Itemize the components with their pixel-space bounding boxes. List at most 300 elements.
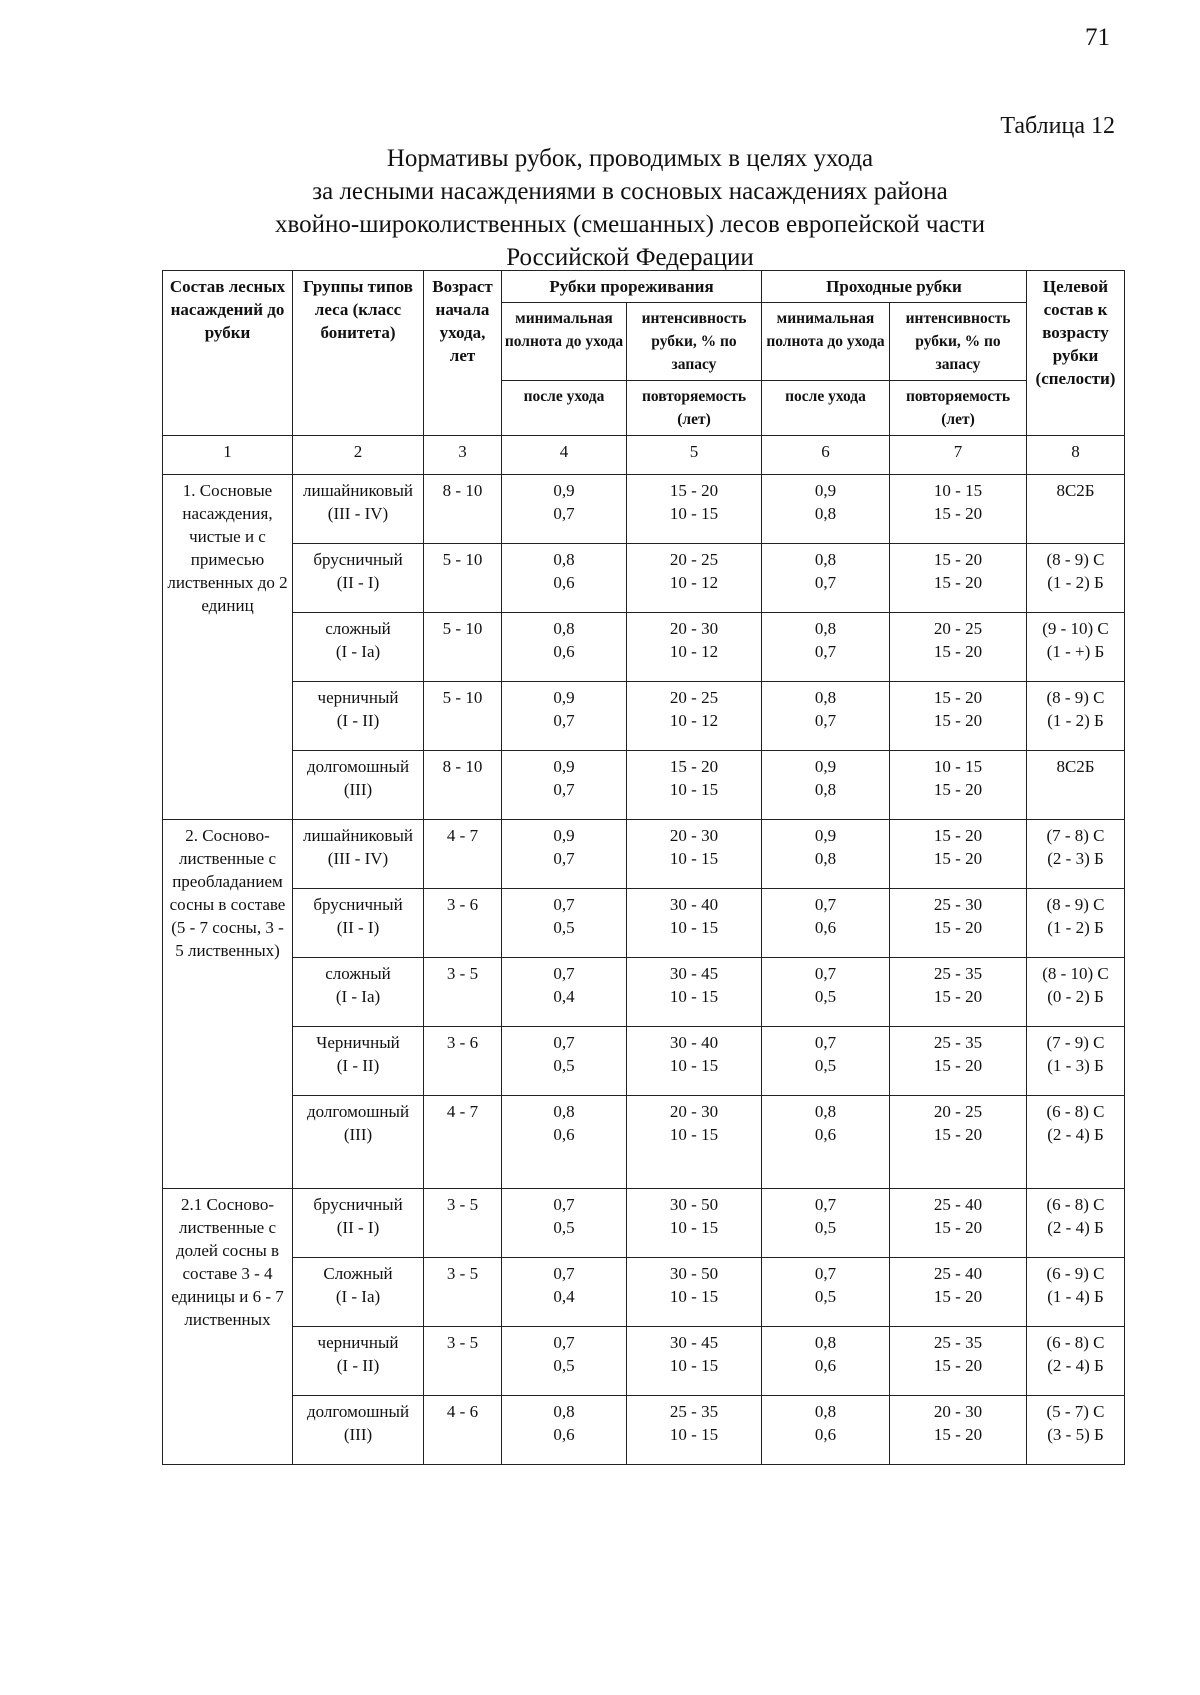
c6-cell [762,1096,890,1189]
cell-value: 10 - 15 [669,1425,719,1444]
c7-cell [890,1258,1027,1327]
forest-type-cell [293,682,424,751]
table-row [163,1027,1125,1096]
age-cell: 3 - 6 [424,889,502,958]
cell-value: 0,5 [553,1056,575,1075]
norms-table [162,270,1125,1465]
column-number: 2 [293,436,424,475]
cell-value: (8 - 9) С [1046,688,1105,707]
table-row [163,820,1125,889]
c4-cell [502,1396,627,1465]
c7-cell [890,1189,1027,1258]
cell-value: 10 - 15 [933,757,983,776]
table-body [163,436,1125,1465]
cell-value: (1 - +) Б [1046,642,1105,661]
c8-cell [1027,544,1125,613]
c5-cell [627,958,762,1027]
table-row [163,1327,1125,1396]
cell-value: лишайниковый [303,826,413,845]
cell-value: (8 - 9) С [1046,895,1105,914]
header-passage: Проходные рубки [762,271,1027,303]
cell-value: 0,7 [814,1264,837,1283]
forest-type-cell [293,1027,424,1096]
cell-value: брусничный [313,550,403,569]
cell-value: (III) [343,1125,373,1144]
table-row [163,613,1125,682]
cell-value: черничный [317,1333,399,1352]
c4-cell [502,1189,627,1258]
cell-value: 25 - 40 [933,1195,983,1214]
cell-value: 15 - 20 [669,481,719,500]
cell-value: 0,6 [814,1356,837,1375]
c8-cell [1027,889,1125,958]
c8-cell [1027,820,1125,889]
cell-value: 10 - 12 [669,642,719,661]
title-line: Российской Федерации [506,244,754,271]
c8-cell [1027,1327,1125,1396]
cell-value: (I - Ia) [335,642,381,661]
table-row [163,1258,1125,1327]
cell-value: (8 - 9) С [1046,550,1105,569]
age-cell: 3 - 6 [424,1027,502,1096]
cell-value: Сложный [323,1264,393,1283]
cell-value: (6 - 8) С [1046,1195,1105,1214]
cell-value: 0,8 [814,619,837,638]
cell-value: (III - IV) [327,849,389,868]
cell-value: 15 - 20 [933,849,983,868]
table-row [163,1396,1125,1465]
c5-cell [627,1396,762,1465]
c4-cell [502,1327,627,1396]
header-repeat: повторяемость (лет) [627,381,762,436]
forest-type-cell [293,475,424,544]
c5-cell [627,682,762,751]
cell-value: 0,9 [814,481,837,500]
c7-cell [890,958,1027,1027]
c8-cell [1027,751,1125,820]
header-after-care: после ухода [762,381,890,436]
cell-value: 10 - 15 [669,1056,719,1075]
c4-cell [502,475,627,544]
title-line: за лесными насаждениями в сосновых насаждениях района [312,178,948,205]
table-row [163,475,1125,544]
cell-value: 8С2Б [1056,481,1095,500]
cell-value: 30 - 45 [669,1333,719,1352]
cell-value: 10 - 12 [669,711,719,730]
cell-value: 15 - 20 [933,987,983,1006]
table-row [163,751,1125,820]
c7-cell [890,751,1027,820]
c7-cell [890,682,1027,751]
cell-value: 20 - 25 [669,688,719,707]
cell-value: брусничный [313,895,403,914]
group-composition: 2.1 Сосново-лиственные с долей сосны в составе 3 - 4 единицы и 6 - 7 лиственных [163,1189,293,1465]
c5-cell [627,820,762,889]
cell-value: 0,7 [814,1195,837,1214]
c6-cell [762,475,890,544]
c7-cell [890,820,1027,889]
cell-value: (0 - 2) Б [1047,987,1104,1006]
c6-cell [762,751,890,820]
cell-value: 20 - 25 [933,1102,983,1121]
c7-cell [890,1327,1027,1396]
cell-value: 0,7 [553,1333,575,1352]
cell-value: 0,7 [814,711,837,730]
c8-cell [1027,1189,1125,1258]
cell-value: 0,7 [553,1195,575,1214]
c7-cell [890,475,1027,544]
c6-cell [762,820,890,889]
cell-value: 0,5 [814,1287,837,1306]
cell-value: (1 - 4) Б [1047,1287,1104,1306]
cell-value: 25 - 30 [933,895,983,914]
cell-value: 10 - 15 [669,1218,719,1237]
cell-value: 0,5 [553,1356,575,1375]
cell-value: 10 - 15 [669,1125,719,1144]
cell-value: 25 - 35 [933,1333,983,1352]
c8-cell [1027,1396,1125,1465]
c4-cell [502,613,627,682]
cell-value: 0,9 [814,757,837,776]
cell-value: 25 - 35 [669,1402,719,1421]
cell-value: 0,8 [553,619,575,638]
cell-value: 0,5 [553,1218,575,1237]
cell-value: 20 - 25 [933,619,983,638]
column-number: 3 [424,436,502,475]
c8-cell [1027,1027,1125,1096]
cell-value: 0,9 [553,481,575,500]
c8-cell [1027,613,1125,682]
header-min-density: минимальная полнота до ухода [762,303,890,381]
cell-value: 15 - 20 [933,1425,983,1444]
cell-value: 15 - 20 [933,1356,983,1375]
cell-value: 15 - 20 [933,550,983,569]
c6-cell [762,1189,890,1258]
cell-value: 15 - 20 [933,504,983,523]
forest-type-cell [293,751,424,820]
c6-cell [762,682,890,751]
cell-value: 0,5 [553,918,575,937]
column-number: 7 [890,436,1027,475]
cell-value: (5 - 7) С [1046,1402,1105,1421]
cell-value: 0,8 [814,504,837,523]
cell-value: 10 - 15 [669,1287,719,1306]
cell-value: 0,6 [553,1425,575,1444]
c8-cell [1027,682,1125,751]
page-number: 71 [1085,24,1110,51]
cell-value: (2 - 3) Б [1047,849,1104,868]
c6-cell [762,1327,890,1396]
c5-cell [627,1327,762,1396]
c7-cell [890,1396,1027,1465]
table-row [163,1189,1125,1258]
cell-value: (I - II) [336,1056,380,1075]
cell-value: (2 - 4) Б [1047,1125,1104,1144]
cell-value: 0,7 [814,642,837,661]
cell-value: (6 - 9) С [1046,1264,1105,1283]
c6-cell [762,544,890,613]
cell-value: 0,8 [814,849,837,868]
c4-cell [502,1258,627,1327]
forest-type-cell [293,544,424,613]
cell-value: 0,7 [553,895,575,914]
c5-cell [627,1189,762,1258]
cell-value: 10 - 15 [669,849,719,868]
age-cell: 4 - 7 [424,820,502,889]
cell-value: 15 - 20 [933,1287,983,1306]
cell-value: (III) [343,780,373,799]
cell-value: (I - II) [336,711,380,730]
age-cell: 8 - 10 [424,475,502,544]
c8-cell [1027,1258,1125,1327]
cell-value: 15 - 20 [669,757,719,776]
cell-value: черничный [317,688,399,707]
group-composition: 1. Сосновые насаждения, чистые и с примесью лиственных до 2 единиц [163,475,293,820]
cell-value: 30 - 40 [669,895,719,914]
forest-type-cell [293,889,424,958]
cell-value: (7 - 9) С [1046,1033,1105,1052]
cell-value: лишайниковый [303,481,413,500]
cell-value: 0,8 [553,1402,575,1421]
cell-value: 0,7 [553,711,575,730]
header-age: Возраст начала ухода, лет [424,271,502,436]
c4-cell [502,751,627,820]
cell-value: 0,7 [553,780,575,799]
cell-value: 20 - 30 [669,826,719,845]
c4-cell [502,958,627,1027]
cell-value: долгомошный [306,1402,410,1421]
header-thinning: Рубки прореживания [502,271,762,303]
c8-cell [1027,1096,1125,1189]
cell-value: (8 - 10) С [1042,964,1109,983]
cell-value: 0,7 [553,964,575,983]
cell-value: 25 - 40 [933,1264,983,1283]
cell-value: 30 - 45 [669,964,719,983]
cell-value: (3 - 5) Б [1047,1425,1104,1444]
cell-value: 0,8 [814,1402,837,1421]
cell-value: (1 - 2) Б [1047,573,1104,592]
c5-cell [627,889,762,958]
title-line: Нормативы рубок, проводимых в целях ухода [386,145,874,172]
cell-value: 15 - 20 [933,1056,983,1075]
forest-type-cell [293,820,424,889]
cell-value: (II - I) [336,918,380,937]
c7-cell [890,889,1027,958]
header-after-care: после ухода [502,381,627,436]
forest-type-cell [293,1327,424,1396]
header-repeat: повторяемость (лет) [890,381,1027,436]
cell-value: 0,8 [553,1102,575,1121]
cell-value: 30 - 50 [669,1264,719,1283]
age-cell: 4 - 7 [424,1096,502,1189]
group-composition: 2. Сосново-лиственные с преобладанием сосны в составе (5 - 7 сосны, 3 - 5 лиственных) [163,820,293,1189]
cell-value: 15 - 20 [933,688,983,707]
c6-cell [762,613,890,682]
cell-value: 20 - 30 [933,1402,983,1421]
cell-value: 15 - 20 [933,711,983,730]
cell-value: (9 - 10) С [1042,619,1109,638]
age-cell: 5 - 10 [424,682,502,751]
cell-value: 0,8 [814,780,837,799]
header-target: Целевой состав к возрасту рубки (спелости) [1027,271,1125,436]
cell-value: 15 - 20 [933,642,983,661]
cell-value: (II - I) [336,573,380,592]
table-row [163,958,1125,1027]
cell-value: (III) [343,1425,373,1444]
cell-value: 15 - 20 [933,573,983,592]
document-title [150,142,1110,274]
cell-value: 30 - 40 [669,1033,719,1052]
cell-value: 0,7 [814,573,837,592]
cell-value: 0,4 [553,987,575,1006]
cell-value: 0,5 [814,1218,837,1237]
cell-value: 10 - 15 [669,918,719,937]
cell-value: 10 - 15 [669,987,719,1006]
cell-value: Черничный [316,1033,400,1052]
header-forest-types: Группы типов леса (класс бонитета) [293,271,424,436]
c6-cell [762,1027,890,1096]
cell-value: 0,6 [553,1125,575,1144]
cell-value: 15 - 20 [933,826,983,845]
column-number: 5 [627,436,762,475]
table-row [163,1096,1125,1189]
c4-cell [502,544,627,613]
cell-value: 0,8 [814,1333,837,1352]
header-intensity: интенсивность рубки, % по запасу [627,303,762,381]
cell-value: 0,8 [814,1102,837,1121]
cell-value: 0,7 [814,1033,837,1052]
cell-value: 0,7 [814,895,837,914]
cell-value: 0,6 [553,573,575,592]
cell-value: 10 - 15 [669,1356,719,1375]
cell-value: 15 - 20 [933,918,983,937]
cell-value: (6 - 8) С [1046,1102,1105,1121]
cell-value: 0,8 [814,550,837,569]
c4-cell [502,1096,627,1189]
age-cell: 3 - 5 [424,1189,502,1258]
forest-type-cell [293,1258,424,1327]
cell-value: (6 - 8) С [1046,1333,1105,1352]
cell-value: (I - II) [336,1356,380,1375]
cell-value: 20 - 25 [669,550,719,569]
cell-value: брусничный [313,1195,403,1214]
cell-value: 0,9 [814,826,837,845]
cell-value: 0,9 [553,757,575,776]
c7-cell [890,1096,1027,1189]
c5-cell [627,613,762,682]
cell-value: 0,5 [814,1056,837,1075]
c7-cell [890,613,1027,682]
c6-cell [762,889,890,958]
cell-value: 0,8 [814,688,837,707]
cell-value: 0,7 [553,1264,575,1283]
age-cell: 5 - 10 [424,613,502,682]
cell-value: 0,8 [553,550,575,569]
age-cell: 3 - 5 [424,1258,502,1327]
c5-cell [627,475,762,544]
c4-cell [502,889,627,958]
cell-value: (III - IV) [327,504,389,523]
cell-value: 15 - 20 [933,780,983,799]
c4-cell [502,1027,627,1096]
c4-cell [502,820,627,889]
header-composition: Состав лесных насаждений до рубки [163,271,293,436]
cell-value: сложный [325,619,391,638]
cell-value: 0,9 [553,688,575,707]
cell-value: 0,4 [553,1287,575,1306]
cell-value: 0,7 [553,849,575,868]
cell-value: сложный [325,964,391,983]
cell-value: долгомошный [306,1102,410,1121]
cell-value: 0,6 [553,642,575,661]
age-cell: 8 - 10 [424,751,502,820]
cell-value: 25 - 35 [933,1033,983,1052]
forest-type-cell [293,1096,424,1189]
cell-value: 15 - 20 [933,1218,983,1237]
cell-value: 0,6 [814,918,837,937]
cell-value: (II - I) [336,1218,380,1237]
cell-value: 15 - 20 [933,1125,983,1144]
c6-cell [762,1396,890,1465]
table-row [163,682,1125,751]
cell-value: (1 - 3) Б [1047,1056,1104,1075]
forest-type-cell [293,613,424,682]
c6-cell [762,1258,890,1327]
column-number: 4 [502,436,627,475]
c5-cell [627,1258,762,1327]
c5-cell [627,544,762,613]
c4-cell [502,682,627,751]
header-min-density: минимальная полнота до ухода [502,303,627,381]
title-line: хвойно-широколиственных (смешанных) лесов европейской части [275,211,985,238]
table-row [163,544,1125,613]
table-label: Таблица 12 [1000,113,1115,139]
header-intensity: интенсивность рубки, % по запасу [890,303,1027,381]
cell-value: 30 - 50 [669,1195,719,1214]
age-cell: 3 - 5 [424,958,502,1027]
cell-value: 20 - 30 [669,1102,719,1121]
cell-value: 0,7 [553,1033,575,1052]
forest-type-cell [293,1189,424,1258]
cell-value: (2 - 4) Б [1047,1218,1104,1237]
cell-value: (7 - 8) С [1046,826,1105,845]
cell-value: (1 - 2) Б [1047,918,1104,937]
cell-value: 0,7 [814,964,837,983]
cell-value: 0,7 [553,504,575,523]
column-number: 1 [163,436,293,475]
forest-type-cell [293,1396,424,1465]
age-cell: 3 - 5 [424,1327,502,1396]
cell-value: (I - Ia) [335,987,381,1006]
age-cell: 4 - 6 [424,1396,502,1465]
column-number: 8 [1027,436,1125,475]
c5-cell [627,1027,762,1096]
cell-value: (I - Ia) [335,1287,381,1306]
column-number: 6 [762,436,890,475]
c5-cell [627,1096,762,1189]
column-number-row [163,436,1125,475]
cell-value: 0,6 [814,1125,837,1144]
cell-value: 20 - 30 [669,619,719,638]
cell-value: (1 - 2) Б [1047,711,1104,730]
c7-cell [890,544,1027,613]
c8-cell [1027,958,1125,1027]
cell-value: 10 - 15 [669,780,719,799]
table-row [163,889,1125,958]
cell-value: 10 - 15 [933,481,983,500]
cell-value: (2 - 4) Б [1047,1356,1104,1375]
age-cell: 5 - 10 [424,544,502,613]
